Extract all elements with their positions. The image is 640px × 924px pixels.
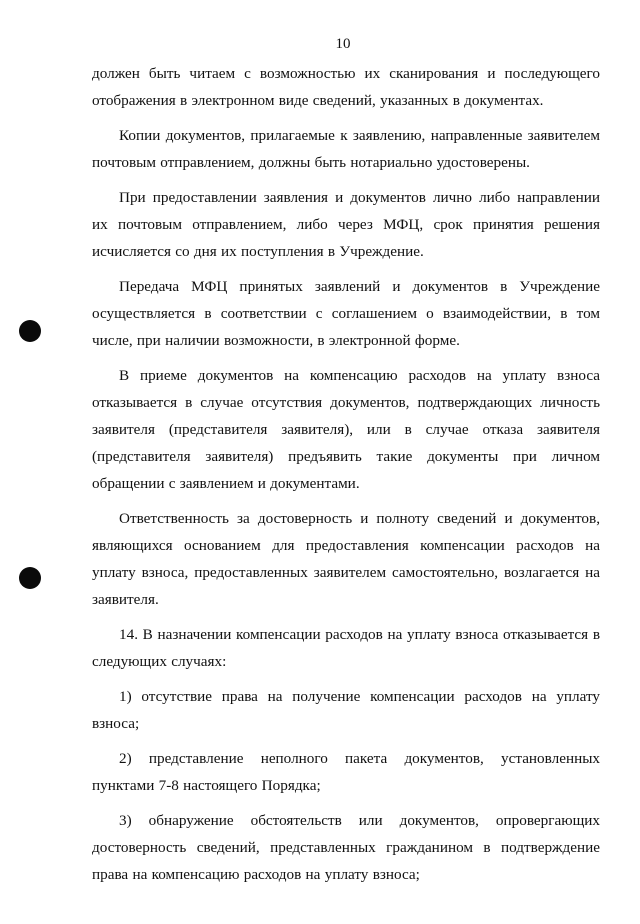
list-item-2: 2) представление неполного пакета документов, установленных пунктами 7-8 настоящего Порядка;	[92, 750, 600, 794]
list-item-1: 1) отсутствие права на получение компенсации расходов на уплату взноса;	[92, 688, 600, 732]
punch-hole-mark	[19, 320, 41, 342]
document-body	[92, 60, 600, 896]
punch-hole-mark	[19, 567, 41, 589]
paragraph-continuation: должен быть читаем с возможностью их сканирования и последующего отображения в электронном виде сведений, указанных в документах.	[92, 65, 600, 109]
list-item-3: 3) обнаружение обстоятельств или документов, опровергающих достоверность сведений, представленных гражданином в подтверждение права на компенсацию расходов на уплату взноса;	[92, 812, 600, 883]
page-number: 10	[335, 36, 351, 52]
paragraph-decision-term: При предоставлении заявления и документов лично либо направлении их почтовым отправлением, либо через МФЦ, срок принятия решения исчисляется со дня их поступления в Учреждение.	[92, 189, 600, 260]
paragraph-refusal-acceptance: В приеме документов на компенсацию расходов на уплату взноса отказывается в случае отсутствия документов, подтверждающих личность заявителя (представителя заявителя), или в случае отказа заявителя (представителя заявителя) предъявить такие документы при личном обращении с заявлением и документами.	[92, 367, 600, 492]
paragraph-responsibility: Ответственность за достоверность и полноту сведений и документов, являющихся основанием для предоставления компенсации расходов на уплату взноса, предоставленных заявителем самостоятельно, возлагается на заявителя.	[92, 510, 600, 608]
paragraph-copies-notarized: Копии документов, прилагаемые к заявлению, направленные заявителем почтовым отправлением, должны быть нотариально удостоверены.	[92, 127, 600, 171]
paragraph-item-14: 14. В назначении компенсации расходов на уплату взноса отказывается в следующих случаях:	[92, 626, 600, 670]
paragraph-mfc-transfer: Передача МФЦ принятых заявлений и документов в Учреждение осуществляется в соответствии с соглашением о взаимодействии, в том числе, при наличии возможности, в электронной форме.	[92, 278, 600, 349]
